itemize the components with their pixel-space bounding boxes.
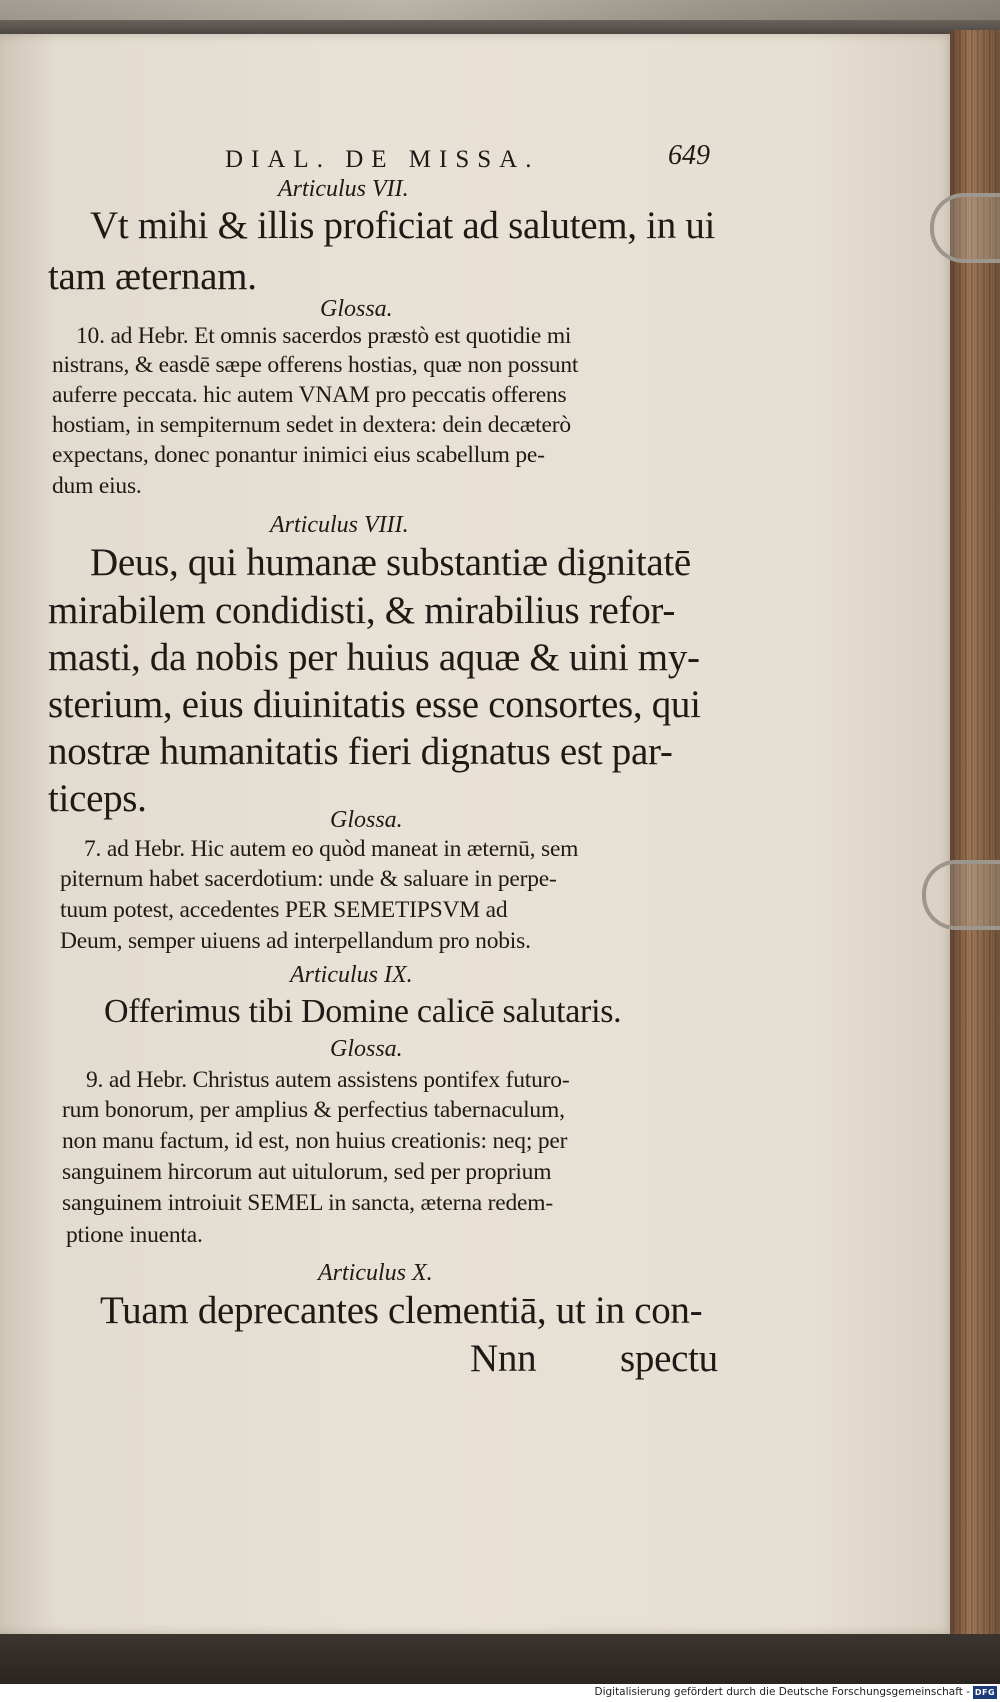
signature-mark: Nnn bbox=[470, 1337, 537, 1380]
gloss-line: hostiam, in sempiternum sedet in dextera: dein decæterò bbox=[52, 412, 571, 438]
gloss-line: Deum, semper uiuens ad interpellandum pro nobis. bbox=[60, 928, 531, 954]
gloss-line: non manu factum, id est, non huius creationis: neq; per bbox=[62, 1128, 568, 1154]
gloss-line: expectans, donec ponantur inimici eius scabellum pe- bbox=[52, 442, 545, 468]
liturgy-line: masti, da nobis per huius aquæ & uini my- bbox=[48, 636, 700, 679]
gloss-line: 10. ad Hebr. Et omnis sacerdos præstò est quotidie mi bbox=[76, 323, 572, 349]
gloss-line: sanguinem introiuit SEMEL in sancta, æterna redem- bbox=[62, 1190, 553, 1216]
liturgy-line: sterium, eius diuinitatis esse consortes, qui bbox=[48, 683, 701, 726]
liturgy-line: tam æternam. bbox=[48, 255, 257, 298]
article-heading: Articulus VIII. bbox=[270, 512, 409, 538]
liturgy-line: Offerimus tibi Domine calicē salutaris. bbox=[104, 993, 622, 1030]
glossa-heading: Glossa. bbox=[330, 1036, 403, 1062]
digitization-credit: Digitalisierung gefördert durch die Deutsche Forschungsgemeinschaft - bbox=[594, 1686, 970, 1698]
liturgy-line: Deus, qui humanæ substantiæ dignitatē bbox=[90, 541, 691, 584]
catchword: spectu bbox=[620, 1337, 718, 1380]
article-heading: Articulus VII. bbox=[278, 176, 409, 202]
liturgy-line: mirabilem condidisti, & mirabilius refor- bbox=[48, 589, 676, 632]
gloss-line: piternum habet sacerdotium: unde & saluare in perpe- bbox=[60, 866, 557, 892]
gloss-line: ptione inuenta. bbox=[66, 1222, 203, 1248]
liturgy-line: Vt mihi & illis proficiat ad salutem, in ui bbox=[90, 204, 716, 247]
liturgy-line: nostræ humanitatis fieri dignatus est par- bbox=[48, 730, 673, 773]
gloss-line: sanguinem hircorum aut uitulorum, sed per proprium bbox=[62, 1159, 552, 1185]
page-clip-icon bbox=[930, 193, 1000, 263]
gloss-line: tuum potest, accedentes PER SEMETIPSVM ad bbox=[60, 897, 508, 923]
article-heading: Articulus X. bbox=[318, 1260, 433, 1286]
liturgy-line: Tuam deprecantes clementiā, ut in con- bbox=[100, 1289, 703, 1332]
gloss-line: nistrans, & easdē sæpe offerens hostias, quæ non possunt bbox=[52, 352, 579, 378]
scan-bottom-edge bbox=[0, 1634, 1000, 1684]
gloss-line: 9. ad Hebr. Christus autem assistens pontifex futuro- bbox=[86, 1067, 570, 1093]
page-number: 649 bbox=[668, 140, 710, 171]
book-cover-edge bbox=[0, 0, 1000, 20]
glossa-heading: Glossa. bbox=[330, 807, 403, 833]
running-title: DIAL. DE MISSA. bbox=[225, 146, 540, 173]
gloss-line: dum eius. bbox=[52, 473, 142, 499]
gloss-line: 7. ad Hebr. Hic autem eo quòd maneat in æternū, sem bbox=[84, 836, 579, 862]
page-clip-icon bbox=[922, 860, 1000, 930]
gloss-line: auferre peccata. hic autem VNAM pro peccatis offerens bbox=[52, 382, 567, 408]
glossa-heading: Glossa. bbox=[320, 296, 393, 322]
liturgy-line: ticeps. bbox=[48, 777, 147, 820]
article-heading: Articulus IX. bbox=[290, 962, 413, 988]
book-fore-edge bbox=[950, 30, 1000, 1642]
gloss-line: rum bonorum, per amplius & perfectius tabernaculum, bbox=[62, 1097, 565, 1123]
dfg-logo: DFG bbox=[974, 1688, 996, 1697]
